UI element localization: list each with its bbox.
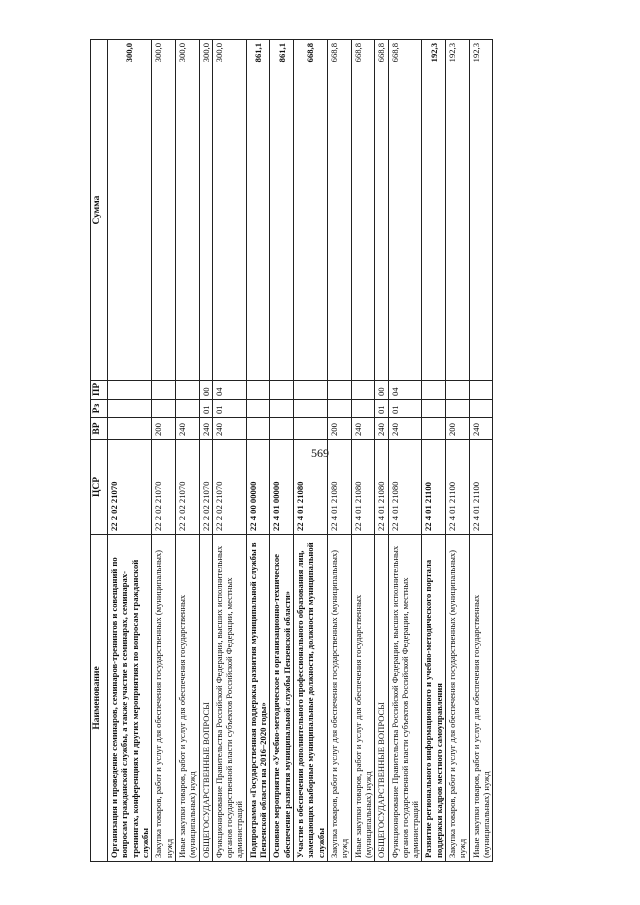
cell-csr: 22 4 00 00000 [246, 440, 270, 535]
cell-name: Подпрограмма «Государственная поддержка развития муниципальной службы в Пензенской области на 2016–2020 годы» [246, 535, 270, 862]
table-row [351, 40, 375, 862]
cell-sum: 300,0 [108, 40, 152, 381]
cell-name: Развитие регионального информационного и учебно-методического портала поддержки кадров местного самоуправления [422, 535, 446, 862]
cell-pr [469, 381, 493, 400]
table-header-row [91, 40, 108, 862]
cell-rz [422, 400, 446, 418]
cell-rz [446, 400, 470, 418]
cell-rz: 01 [375, 400, 388, 418]
cell-csr: 22 4 01 21100 [422, 440, 446, 535]
cell-csr: 22 4 01 21100 [446, 440, 470, 535]
cell-rz [246, 400, 270, 418]
cell-pr: 00 [199, 381, 212, 400]
cell-sum: 861,1 [270, 40, 294, 381]
header-sum: Сумма [91, 40, 108, 381]
cell-name: Иные закупки товаров, работ и услуг для обеспечения государственных (муниципальных) нужд [175, 535, 199, 862]
table-row [375, 40, 388, 862]
cell-sum: 668,8 [388, 40, 422, 381]
table-row [108, 40, 152, 862]
cell-vr: 200 [152, 418, 176, 440]
table-row [199, 40, 212, 862]
cell-vr: 240 [375, 418, 388, 440]
cell-rz [294, 400, 328, 418]
cell-pr: 00 [375, 381, 388, 400]
cell-csr: 22 4 01 21080 [327, 440, 351, 535]
cell-name: ОБЩЕГОСУДАРСТВЕННЫЕ ВОПРОСЫ [375, 535, 388, 862]
table-row [152, 40, 176, 862]
cell-sum: 668,8 [351, 40, 375, 381]
cell-vr: 200 [446, 418, 470, 440]
cell-sum: 300,0 [152, 40, 176, 381]
cell-pr [175, 381, 199, 400]
table-row [270, 40, 294, 862]
cell-rz: 01 [199, 400, 212, 418]
cell-vr [270, 418, 294, 440]
table-row [294, 40, 328, 862]
cell-vr: 240 [212, 418, 246, 440]
cell-csr: 22 4 01 21080 [294, 440, 328, 535]
cell-rz [351, 400, 375, 418]
cell-csr: 22 4 01 00000 [270, 440, 294, 535]
cell-name: Закупка товаров, работ и услуг для обеспечения государственных (муниципальных) нужд [152, 535, 176, 862]
table-row [422, 40, 446, 862]
cell-name: Функционирование Правительства Российской Федерации, высших исполнительных органов государственной власти субъектов Российской Федерации, местных администраций [212, 535, 246, 862]
header-csr: ЦСР [91, 440, 108, 535]
table-row [446, 40, 470, 862]
table-row [246, 40, 270, 862]
rotated-page [90, 40, 639, 862]
cell-vr: 240 [469, 418, 493, 440]
cell-csr: 22 4 01 21100 [469, 440, 493, 535]
cell-pr [327, 381, 351, 400]
cell-vr [246, 418, 270, 440]
cell-sum: 668,8 [294, 40, 328, 381]
cell-name: Закупка товаров, работ и услуг для обеспечения государственных (муниципальных) нужд [446, 535, 470, 862]
cell-pr [294, 381, 328, 400]
cell-sum: 192,3 [446, 40, 470, 381]
cell-name: ОБЩЕГОСУДАРСТВЕННЫЕ ВОПРОСЫ [199, 535, 212, 862]
cell-rz [327, 400, 351, 418]
table-row [388, 40, 422, 862]
table-row [469, 40, 493, 862]
cell-sum: 668,8 [375, 40, 388, 381]
cell-vr: 240 [388, 418, 422, 440]
cell-csr: 22 4 01 21080 [351, 440, 375, 535]
budget-table [90, 39, 493, 862]
cell-csr: 22 4 01 21080 [375, 440, 388, 535]
header-rz: Рз [91, 400, 108, 418]
cell-sum: 192,3 [469, 40, 493, 381]
cell-pr [246, 381, 270, 400]
cell-name: Основное мероприятие «Учебно-методическое и организационно-техническое обеспечение развития муниципальной службы Пензенской области» [270, 535, 294, 862]
cell-name: Иные закупки товаров, работ и услуг для обеспечения государственных (муниципальных) нужд [469, 535, 493, 862]
cell-sum: 192,3 [422, 40, 446, 381]
cell-rz [270, 400, 294, 418]
page-number: 569 [311, 446, 329, 460]
cell-pr [270, 381, 294, 400]
cell-vr [294, 418, 328, 440]
cell-pr [446, 381, 470, 400]
cell-rz [469, 400, 493, 418]
cell-pr [152, 381, 176, 400]
cell-csr: 22 2 02 21070 [152, 440, 176, 535]
table-body [108, 40, 493, 862]
cell-csr: 22 2 02 21070 [212, 440, 246, 535]
table-row [327, 40, 351, 862]
cell-csr: 22 2 02 21070 [199, 440, 212, 535]
header-vr: ВР [91, 418, 108, 440]
cell-rz [108, 400, 152, 418]
cell-csr: 22 2 02 21070 [108, 440, 152, 535]
cell-name: Закупка товаров, работ и услуг для обеспечения государственных (муниципальных) нужд [327, 535, 351, 862]
table-row [175, 40, 199, 862]
cell-pr: 04 [212, 381, 246, 400]
cell-rz: 01 [388, 400, 422, 418]
cell-vr: 240 [351, 418, 375, 440]
cell-sum: 861,1 [246, 40, 270, 381]
cell-sum: 668,8 [327, 40, 351, 381]
cell-sum: 300,0 [175, 40, 199, 381]
cell-name: Функционирование Правительства Российской Федерации, высших исполнительных органов государственной власти субъектов Российской Федерации, местных администраций [388, 535, 422, 862]
table-row [212, 40, 246, 862]
cell-pr [422, 381, 446, 400]
cell-name: Участие в обеспечении дополнительного профессионального образования лиц, замещающих выборные муниципальные должности, должности муниципальной службы [294, 535, 328, 862]
cell-rz [152, 400, 176, 418]
cell-rz: 01 [212, 400, 246, 418]
cell-sum: 300,0 [212, 40, 246, 381]
cell-vr [422, 418, 446, 440]
cell-name: Организация и проведение семинаров, семинаров-тренингов и совещаний по вопросам гражданской службы, а также участие в семинарах, семинарах-тренингах, конференциях и других мероприятиях по вопросам гражданской службы [108, 535, 152, 862]
cell-pr [351, 381, 375, 400]
cell-csr: 22 4 01 21080 [388, 440, 422, 535]
header-pr: ПР [91, 381, 108, 400]
cell-rz [175, 400, 199, 418]
cell-pr: 04 [388, 381, 422, 400]
cell-name: Иные закупки товаров, работ и услуг для обеспечения государственных (муниципальных) нужд [351, 535, 375, 862]
cell-vr: 240 [199, 418, 212, 440]
cell-sum: 300,0 [199, 40, 212, 381]
cell-vr [108, 418, 152, 440]
cell-csr: 22 2 02 21070 [175, 440, 199, 535]
cell-pr [108, 381, 152, 400]
cell-vr: 240 [175, 418, 199, 440]
cell-vr: 200 [327, 418, 351, 440]
header-name: Наименование [91, 535, 108, 862]
